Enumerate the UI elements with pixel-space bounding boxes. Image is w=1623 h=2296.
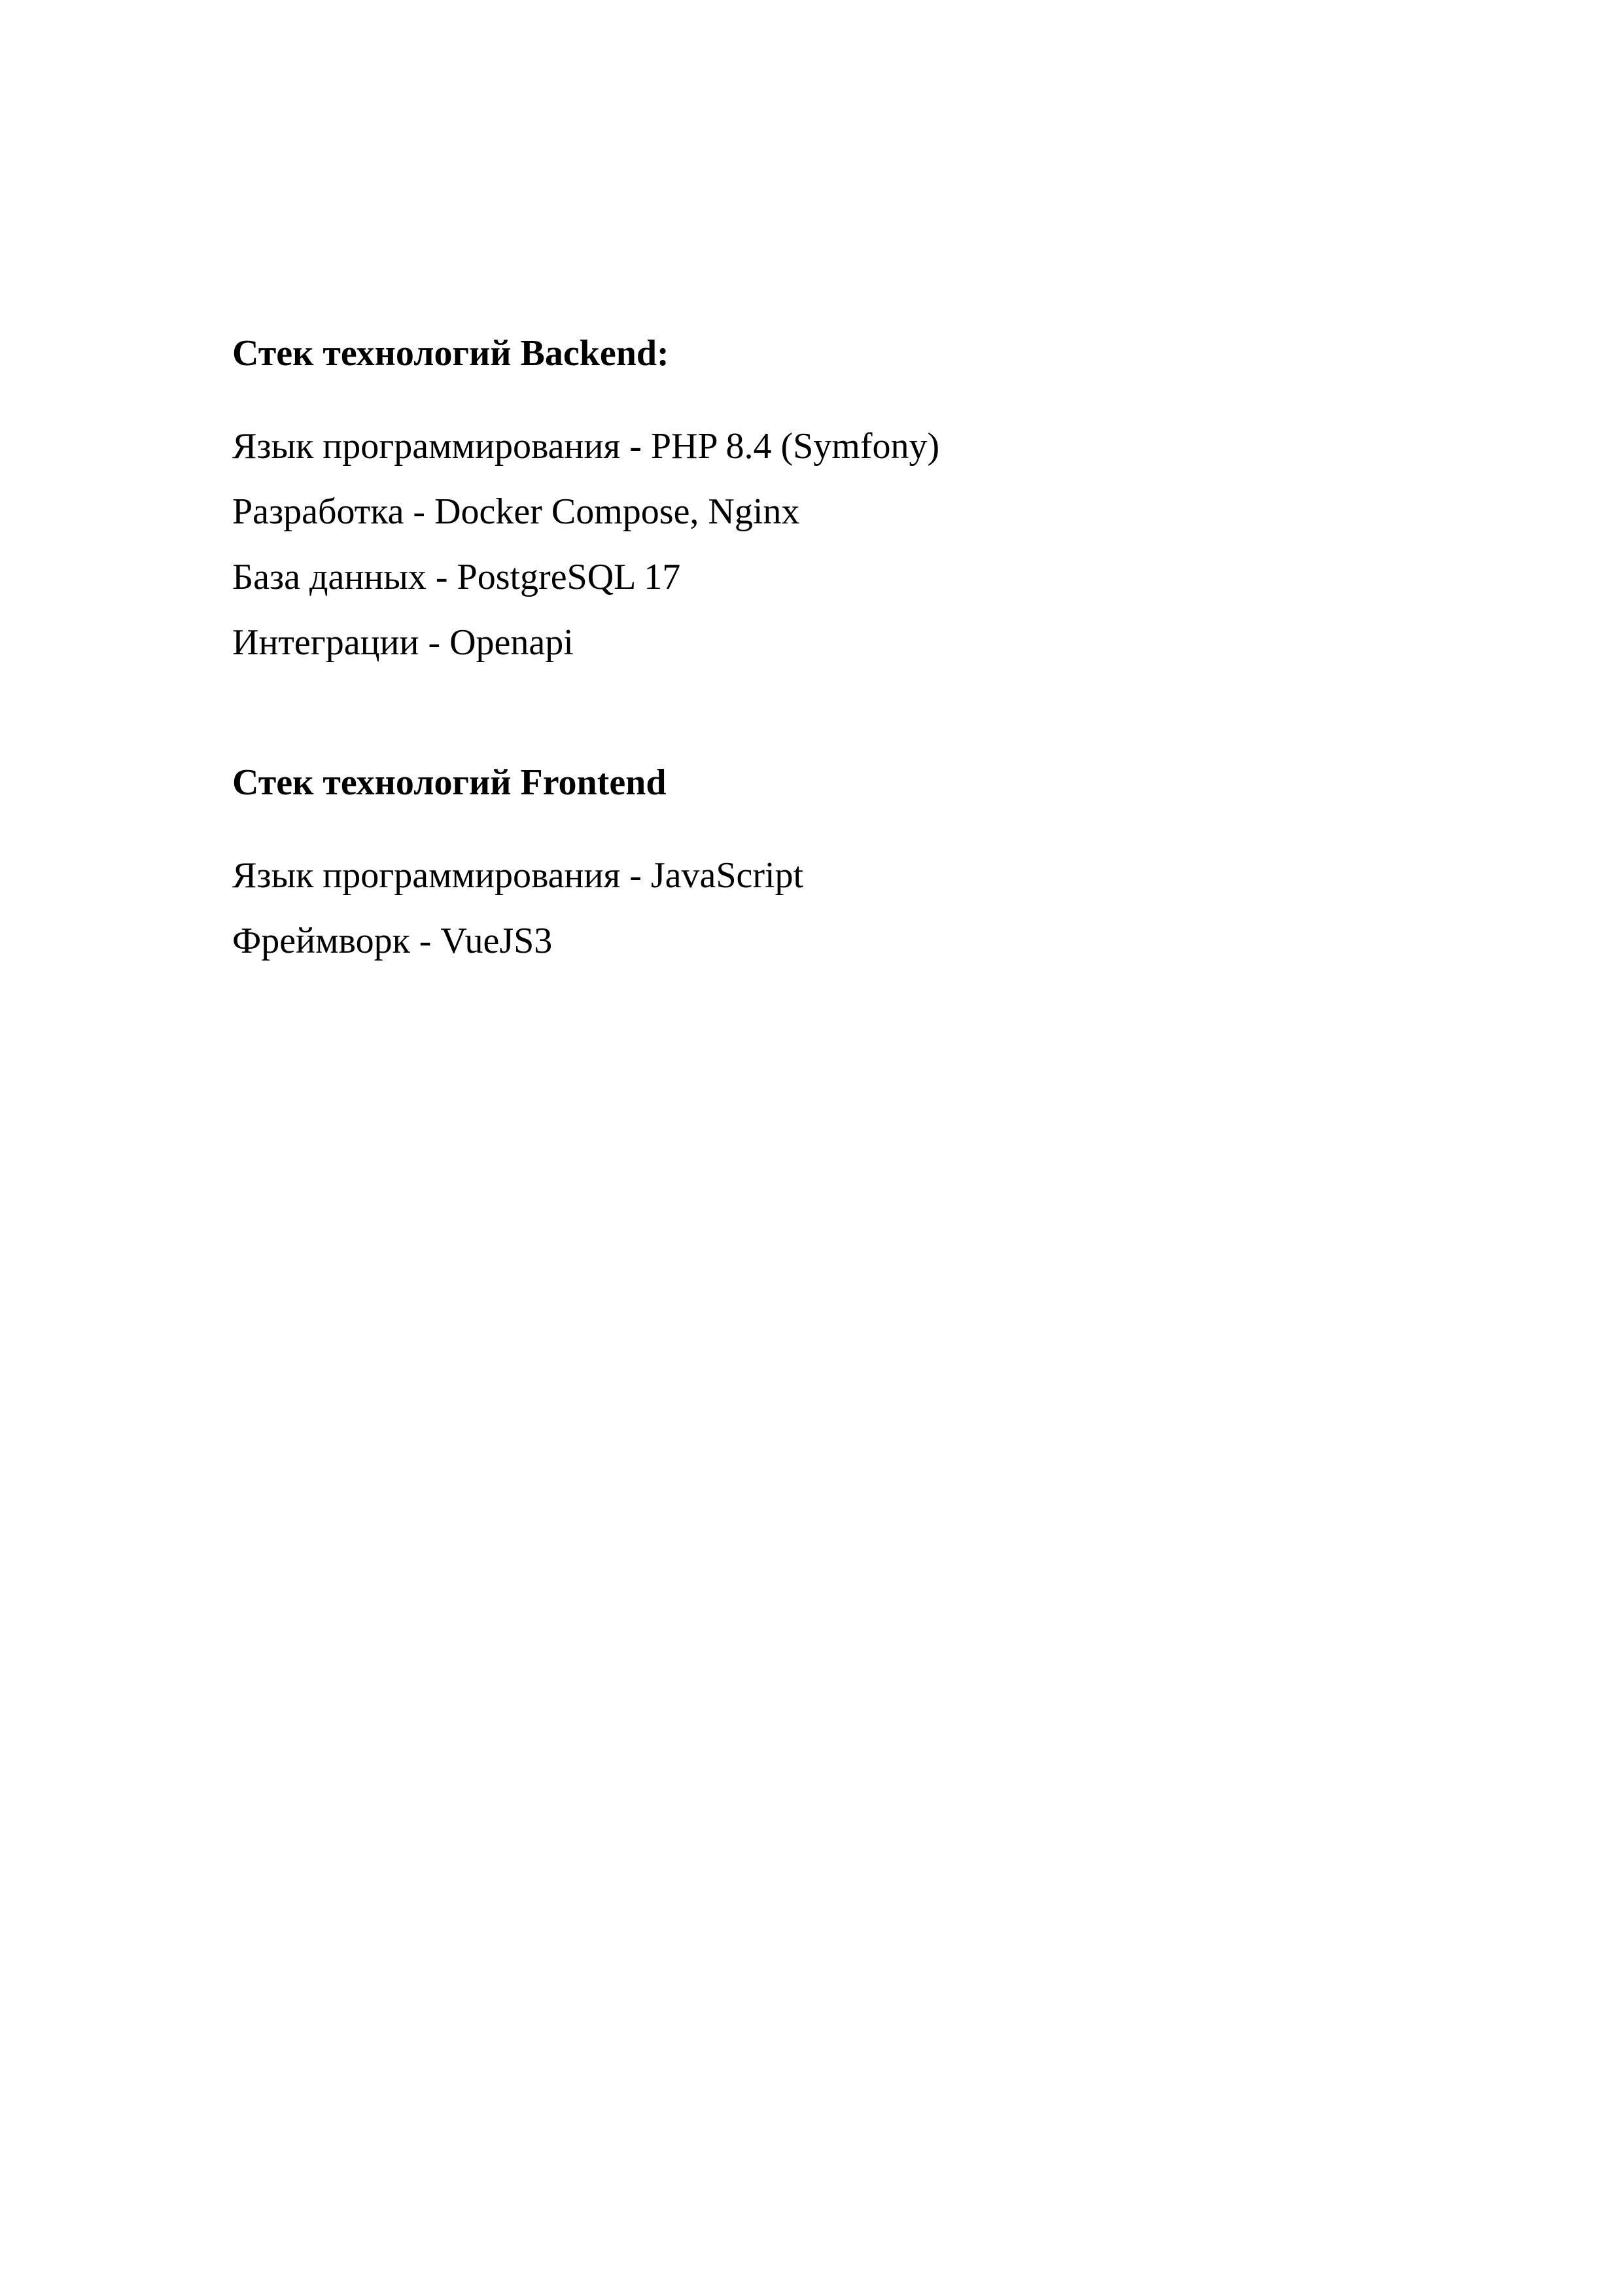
backend-database-line: База данных - PostgreSQL 17 bbox=[232, 557, 681, 597]
frontend-language-line: Язык программирования - JavaScript bbox=[232, 855, 804, 896]
backend-development-line: Разработка - Docker Compose, Nginx bbox=[232, 491, 800, 532]
backend-language-line: Язык программирования - PHP 8.4 (Symfony) bbox=[232, 426, 940, 467]
frontend-stack-section bbox=[232, 756, 1475, 974]
backend-stack-heading: Стек технологий Backend: bbox=[232, 333, 669, 374]
document-content bbox=[232, 327, 1475, 974]
backend-integrations-line: Интеграции - Openapi bbox=[232, 622, 574, 663]
frontend-stack-heading: Стек технологий Frontend bbox=[232, 762, 667, 803]
backend-stack-section bbox=[232, 327, 1475, 675]
backend-stack-list bbox=[232, 414, 1475, 675]
frontend-stack-list bbox=[232, 843, 1475, 974]
frontend-framework-line: Фреймворк - VueJS3 bbox=[232, 921, 553, 961]
